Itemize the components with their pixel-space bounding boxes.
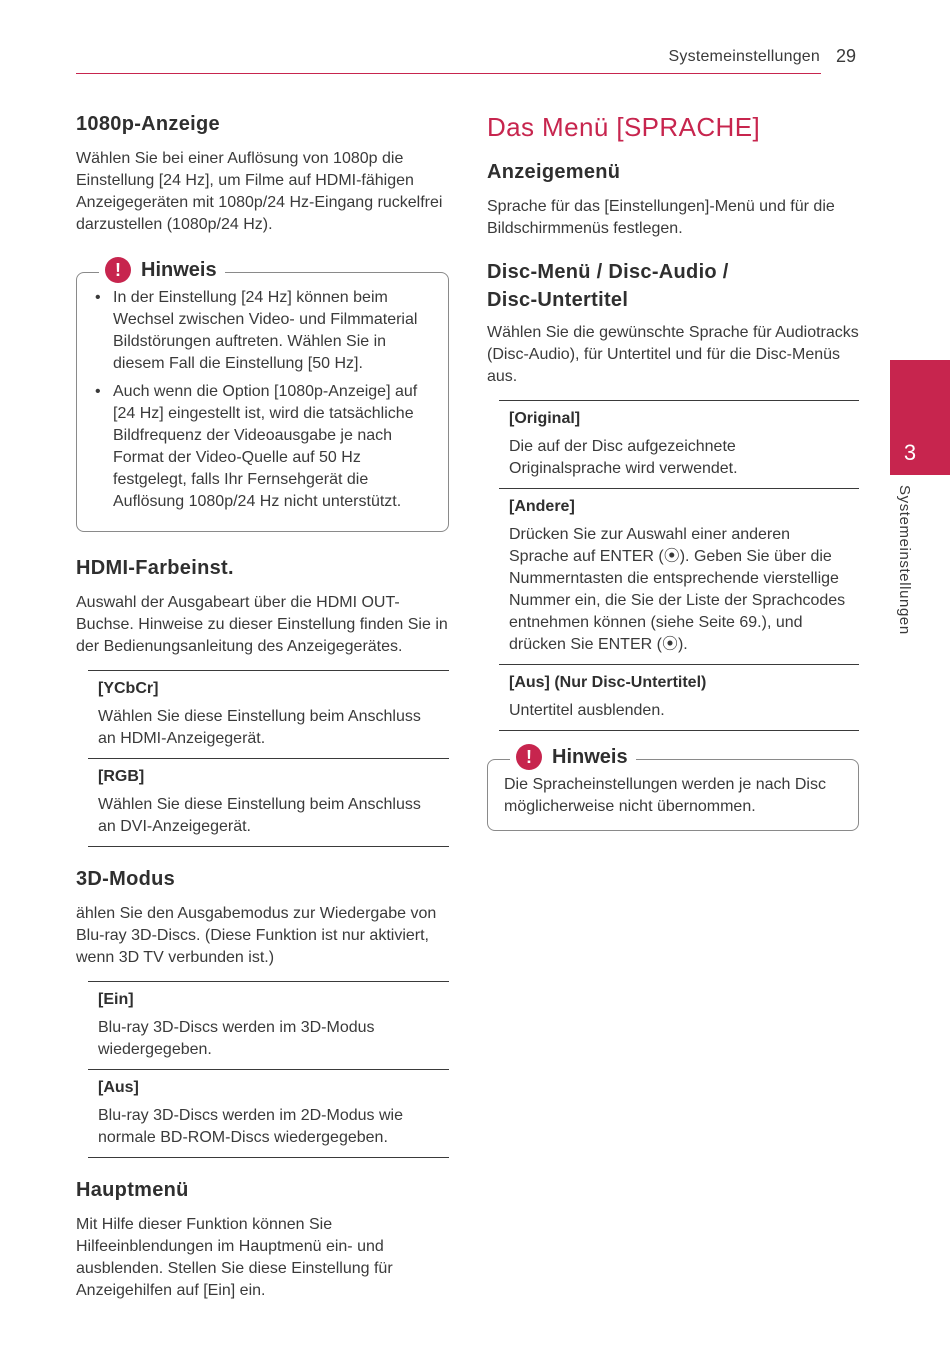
option-key: [Andere] [509, 498, 575, 515]
option-key: [Aus] (Nur Disc-Untertitel) [509, 674, 707, 691]
right-column [487, 110, 859, 831]
note-item: • Auch wenn die Option [1080p-Anzeige] auf [24 Hz] eingestellt ist, wird die tatsächliche Bildfrequenz der Videoausgabe je nach Format der Video-Quelle auf 50 Hz festgelegt, falls Ihr Fernsehgerät die Auflösung 1080p/24 Hz nicht unterstützt. [93, 381, 432, 513]
section-title-disc-line2: Disc-Untertitel [487, 289, 629, 311]
option-row [499, 401, 859, 489]
option-row [88, 759, 449, 847]
note-box-1080p [76, 258, 449, 532]
option-table-hdmi [88, 670, 449, 847]
option-row [88, 982, 449, 1070]
option-desc: Die auf der Disc aufgezeichnete Originalsprache wird verwendet. [509, 438, 738, 477]
section-text-mainmenu: Mit Hilfe dieser Funktion können Sie Hilfeeinblendungen im Hauptmenü ein- und ausblenden. Stellen Sie diese Einstellung für Anzeigehilfen auf [Ein] ein. [76, 1216, 393, 1299]
section-title-hdmi: HDMI-Farbeinst. [76, 557, 234, 579]
note-header [99, 257, 225, 283]
option-key: [Original] [509, 410, 581, 427]
option-table-3d [88, 981, 449, 1158]
option-row [499, 665, 859, 731]
option-row [88, 1070, 449, 1158]
option-key: [Ein] [98, 991, 134, 1008]
option-row [88, 671, 449, 759]
option-key: [Aus] [98, 1079, 139, 1096]
left-column [76, 110, 449, 1302]
section-text-1080p: Wählen Sie bei einer Auflösung von 1080p die Einstellung [24 Hz], um Filme auf HDMI-fähigen Anzeigegeräten mit 1080p/24 Hz-Eingang ruckelfrei darzustellen (1080p/24 Hz). [76, 150, 443, 233]
running-header-title: Systemeinstellungen [668, 48, 820, 65]
note-label: Hinweis [141, 258, 217, 281]
option-desc: Untertitel ausblenden. [509, 702, 665, 719]
section-title-1080p: 1080p-Anzeige [76, 113, 220, 135]
section-text-display-menu: Sprache für das [Einstellungen]-Menü und für die Bildschirmmenüs festlegen. [487, 198, 835, 237]
option-table-disc [499, 400, 859, 731]
option-key: [RGB] [98, 768, 145, 785]
section-text-hdmi: Auswahl der Ausgabeart über die HDMI OUT-Buchse. Hinweise zu dieser Einstellung finden Sie in der Bedienungsanleitung des Anzeigegerätes. [76, 594, 448, 655]
option-desc: Blu-ray 3D-Discs werden im 3D-Modus wiedergegeben. [98, 1019, 375, 1058]
section-text-disc: Wählen Sie die gewünschte Sprache für Audiotracks (Disc-Audio), für Untertitel und für die Disc-Menüs aus. [487, 324, 859, 385]
page-title: Das Menü [SPRACHE] [487, 112, 761, 142]
note-label: Hinweis [552, 745, 628, 768]
section-title-disc [487, 258, 859, 314]
exclamation-icon: ! [105, 257, 131, 283]
section-title-3d: 3D-Modus [76, 868, 176, 890]
exclamation-icon: ! [516, 744, 542, 770]
option-desc: Blu-ray 3D-Discs werden im 2D-Modus wie normale BD-ROM-Discs wiedergegeben. [98, 1107, 403, 1146]
option-desc: Drücken Sie zur Auswahl einer anderen Sprache auf ENTER (⦿). Geben Sie über die Nummerntasten die entsprechende vierstellige Nummer ein, die Sie der Liste der Sprachcodes entnehmen können (siehe Seite 69.), und drücken Sie ENTER (⦿). [509, 526, 846, 653]
section-title-disc-line1: Disc-Menü / Disc-Audio / [487, 261, 729, 283]
section-text-3d: ählen Sie den Ausgabemodus zur Wiedergabe von Blu-ray 3D-Discs. (Diese Funktion ist nur aktiviert, wenn 3D TV verbunden ist.) [76, 905, 437, 966]
note-list [93, 287, 432, 513]
option-desc: Wählen Sie diese Einstellung beim Anschluss an HDMI-Anzeigegerät. [98, 708, 421, 747]
option-key: [YCbCr] [98, 680, 159, 697]
note-box-language [487, 745, 859, 831]
chapter-label: Systemeinstellungen [896, 485, 913, 635]
option-desc: Wählen Sie diese Einstellung beim Anschluss an DVI-Anzeigegerät. [98, 796, 421, 835]
section-title-mainmenu: Hauptmenü [76, 1179, 189, 1201]
header-divider [76, 73, 821, 74]
option-row [499, 489, 859, 665]
note-text: Die Spracheinstellungen werden je nach Disc möglicherweise nicht übernommen. [504, 776, 826, 815]
section-title-display-menu: Anzeigemenü [487, 161, 621, 183]
note-header [510, 744, 636, 770]
note-item: • In der Einstellung [24 Hz] können beim Wechsel zwischen Video- und Filmmaterial Bildstörungen auftreten. Wählen Sie in diesem Fall die Einstellung [50 Hz]. [93, 287, 432, 375]
page-number: 29 [836, 46, 857, 66]
chapter-number: 3 [903, 440, 917, 465]
